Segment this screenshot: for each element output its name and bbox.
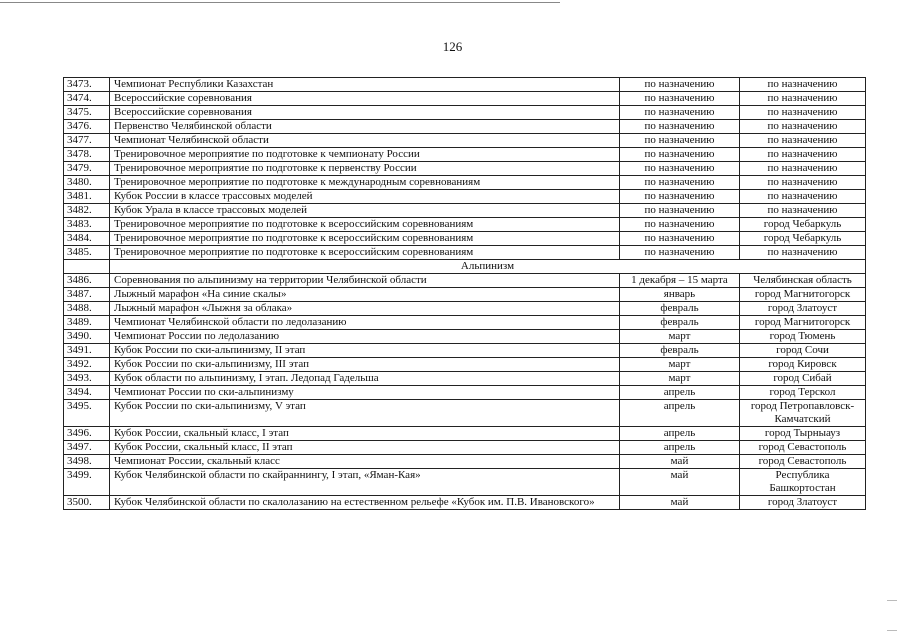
event-date: март [620, 330, 740, 344]
event-name: Кубок области по альпинизму, I этап. Ледопад Гадельша [110, 372, 620, 386]
row-number: 3487. [64, 288, 110, 302]
event-place: Челябинская область [740, 274, 866, 288]
row-number: 3500. [64, 496, 110, 510]
event-name: Кубок Челябинской области по скайраннингу, I этап, «Яман-Кая» [110, 469, 620, 496]
event-name: Тренировочное мероприятие по подготовке к международным соревнованиям [110, 176, 620, 190]
table-row [64, 190, 866, 204]
table-row [64, 302, 866, 316]
row-number: 3474. [64, 92, 110, 106]
event-name: Всероссийские соревнования [110, 106, 620, 120]
table-row [64, 400, 866, 427]
event-date: по назначению [620, 162, 740, 176]
row-number: 3492. [64, 358, 110, 372]
event-date: 1 декабря – 15 марта [620, 274, 740, 288]
event-name: Чемпионат России, скальный класс [110, 455, 620, 469]
scan-edge-mark [887, 630, 897, 631]
table-row [64, 344, 866, 358]
event-place: по назначению [740, 78, 866, 92]
page-number: 126 [442, 39, 463, 54]
table-row [64, 274, 866, 288]
row-number: 3495. [64, 400, 110, 427]
events-table [63, 77, 866, 510]
event-date: март [620, 372, 740, 386]
event-name: Чемпионат Республики Казахстан [110, 78, 620, 92]
table-row [64, 232, 866, 246]
event-name: Тренировочное мероприятие по подготовке к чемпионату России [110, 148, 620, 162]
row-number: 3483. [64, 218, 110, 232]
section-number-cell [64, 260, 110, 274]
row-number: 3473. [64, 78, 110, 92]
event-name: Чемпионат России по ледолазанию [110, 330, 620, 344]
event-place: по назначению [740, 176, 866, 190]
event-name: Тренировочное мероприятие по подготовке к всероссийским соревнованиям [110, 232, 620, 246]
top-rule [0, 2, 560, 3]
event-name: Кубок России, скальный класс, I этап [110, 427, 620, 441]
event-name: Кубок Челябинской области по скалолазанию на естественном рельефе «Кубок им. П.В. Ивановского» [110, 496, 620, 510]
event-date: апрель [620, 386, 740, 400]
table-row [64, 455, 866, 469]
table-row [64, 120, 866, 134]
event-name: Чемпионат Челябинской области по ледолазанию [110, 316, 620, 330]
event-place: город Сибай [740, 372, 866, 386]
row-number: 3477. [64, 134, 110, 148]
event-place: город Севастополь [740, 441, 866, 455]
table-row [64, 386, 866, 400]
event-name: Лыжный марафон «На синие скалы» [110, 288, 620, 302]
event-place: город Чебаркуль [740, 232, 866, 246]
event-name: Кубок России по ски-альпинизму, V этап [110, 400, 620, 427]
event-date: май [620, 496, 740, 510]
event-date: по назначению [620, 120, 740, 134]
event-name: Тренировочное мероприятие по подготовке к всероссийским соревнованиям [110, 218, 620, 232]
event-date: по назначению [620, 232, 740, 246]
event-date: по назначению [620, 190, 740, 204]
event-place: по назначению [740, 120, 866, 134]
event-date: февраль [620, 316, 740, 330]
event-date: май [620, 455, 740, 469]
row-number: 3475. [64, 106, 110, 120]
row-number: 3488. [64, 302, 110, 316]
event-place: по назначению [740, 148, 866, 162]
row-number: 3497. [64, 441, 110, 455]
table-row [64, 288, 866, 302]
event-name: Кубок Урала в классе трассовых моделей [110, 204, 620, 218]
event-name: Кубок России в классе трассовых моделей [110, 190, 620, 204]
row-number: 3491. [64, 344, 110, 358]
event-date: апрель [620, 427, 740, 441]
row-number: 3499. [64, 469, 110, 496]
event-name: Первенство Челябинской области [110, 120, 620, 134]
event-date: апрель [620, 441, 740, 455]
table-row [64, 78, 866, 92]
event-name: Кубок России по ски-альпинизму, II этап [110, 344, 620, 358]
event-date: по назначению [620, 106, 740, 120]
table-row [64, 176, 866, 190]
row-number: 3490. [64, 330, 110, 344]
event-date: февраль [620, 344, 740, 358]
event-date: по назначению [620, 78, 740, 92]
table-row [64, 246, 866, 260]
event-name: Всероссийские соревнования [110, 92, 620, 106]
table-row [64, 106, 866, 120]
event-date: февраль [620, 302, 740, 316]
event-place: город Петропавловск-Камчатский [740, 400, 866, 427]
row-number: 3494. [64, 386, 110, 400]
event-place: город Тырныауз [740, 427, 866, 441]
row-number: 3480. [64, 176, 110, 190]
row-number: 3485. [64, 246, 110, 260]
event-name: Тренировочное мероприятие по подготовке к первенству России [110, 162, 620, 176]
table-row [64, 134, 866, 148]
event-place: город Магнитогорск [740, 288, 866, 302]
table-row [64, 148, 866, 162]
event-place: по назначению [740, 204, 866, 218]
table-row [64, 372, 866, 386]
table-row [64, 427, 866, 441]
table-row [64, 316, 866, 330]
table-row [64, 330, 866, 344]
table-row [64, 496, 866, 510]
event-place: Республика Башкортостан [740, 469, 866, 496]
row-number: 3484. [64, 232, 110, 246]
event-name: Соревнования по альпинизму на территории Челябинской области [110, 274, 620, 288]
row-number: 3498. [64, 455, 110, 469]
event-date: по назначению [620, 218, 740, 232]
event-name: Чемпионат России по ски-альпинизму [110, 386, 620, 400]
event-name: Кубок России по ски-альпинизму, III этап [110, 358, 620, 372]
table-row [64, 162, 866, 176]
row-number: 3476. [64, 120, 110, 134]
table-row [64, 218, 866, 232]
event-place: по назначению [740, 92, 866, 106]
event-date: январь [620, 288, 740, 302]
event-place: город Сочи [740, 344, 866, 358]
table-row [64, 204, 866, 218]
event-place: город Златоуст [740, 302, 866, 316]
event-name: Чемпионат Челябинской области [110, 134, 620, 148]
event-name: Кубок России, скальный класс, II этап [110, 441, 620, 455]
event-place: город Севастополь [740, 455, 866, 469]
event-place: город Магнитогорск [740, 316, 866, 330]
event-date: март [620, 358, 740, 372]
row-number: 3486. [64, 274, 110, 288]
event-place: город Златоуст [740, 496, 866, 510]
event-date: по назначению [620, 92, 740, 106]
event-date: по назначению [620, 204, 740, 218]
event-place: по назначению [740, 246, 866, 260]
table-row [64, 92, 866, 106]
event-name: Тренировочное мероприятие по подготовке к всероссийским соревнованиям [110, 246, 620, 260]
event-date: май [620, 469, 740, 496]
scan-edge-mark [887, 600, 897, 601]
row-number: 3496. [64, 427, 110, 441]
event-place: город Терскол [740, 386, 866, 400]
table-row [64, 358, 866, 372]
table-row [64, 469, 866, 496]
event-place: город Тюмень [740, 330, 866, 344]
event-date: апрель [620, 400, 740, 427]
event-place: по назначению [740, 190, 866, 204]
event-date: по назначению [620, 134, 740, 148]
event-place: город Кировск [740, 358, 866, 372]
row-number: 3489. [64, 316, 110, 330]
event-place: город Чебаркуль [740, 218, 866, 232]
row-number: 3482. [64, 204, 110, 218]
event-name: Лыжный марафон «Лыжня за облака» [110, 302, 620, 316]
event-place: по назначению [740, 162, 866, 176]
event-date: по назначению [620, 176, 740, 190]
event-date: по назначению [620, 246, 740, 260]
event-place: по назначению [740, 134, 866, 148]
event-date: по назначению [620, 148, 740, 162]
section-title: Альпинизм [110, 260, 866, 274]
event-place: по назначению [740, 106, 866, 120]
row-number: 3479. [64, 162, 110, 176]
table-row [64, 441, 866, 455]
row-number: 3481. [64, 190, 110, 204]
row-number: 3493. [64, 372, 110, 386]
row-number: 3478. [64, 148, 110, 162]
section-header-row [64, 260, 866, 274]
